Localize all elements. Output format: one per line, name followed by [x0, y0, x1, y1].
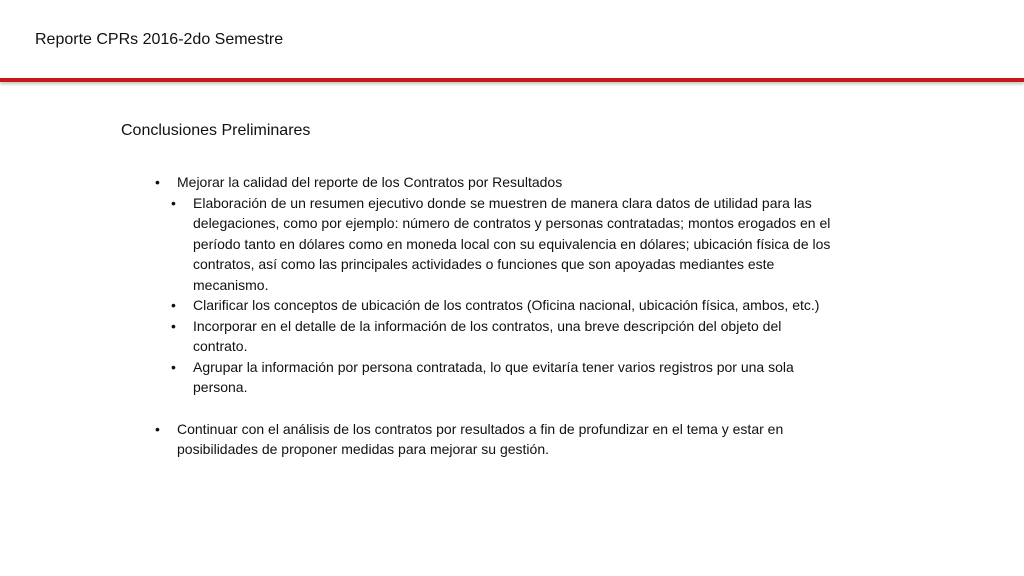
bullet-icon: • [155, 174, 160, 190]
sub-list-item-text: Clarificar los conceptos de ubicación de los contratos (Oficina nacional, ubicación física, ambos, etc.) [193, 297, 820, 313]
bullet-icon: • [155, 420, 160, 437]
list-item [155, 172, 835, 193]
bullet-list [155, 172, 835, 460]
sub-list-item [171, 295, 835, 316]
list-item-text: Continuar con el análisis de los contratos por resultados a fin de profundizar en el tema y estar en posibilidades de proponer medidas para mejorar su gestión. [177, 420, 784, 457]
list-item-text: Mejorar la calidad del reporte de los Contratos por Resultados [177, 174, 563, 190]
sub-list-item [171, 357, 835, 398]
sub-bullet-list [171, 193, 835, 398]
list-item [155, 419, 835, 460]
sub-list-item [171, 193, 835, 296]
bullet-icon: • [171, 194, 176, 211]
slide-header-title: Reporte CPRs 2016-2do Semestre [35, 31, 284, 48]
section-title: Conclusiones Preliminares [121, 122, 311, 139]
spacer [155, 398, 835, 419]
sub-list-item-text: Incorporar en el detalle de la información de los contratos, una breve descripción del objeto del contrato. [193, 317, 782, 354]
bullet-icon: • [171, 317, 176, 334]
bullet-icon: • [171, 297, 176, 313]
sub-list-item-text: Elaboración de un resumen ejecutivo donde se muestren de manera clara datos de utilidad para las delegaciones, como por ejemplo: número de contratos y personas contratadas; montos erogados en el período tanto en dólares como en moneda local con su equivalencia en dólares; ubicación física de los contratos, así como las principales actividades o funciones que son apoyadas mediantes este mecanismo. [193, 194, 831, 293]
sub-list-item [171, 316, 835, 357]
sub-list-item-text: Agrupar la información por persona contratada, lo que evitaría tener varios registros por una sola persona. [193, 358, 794, 395]
header-divider [0, 78, 1024, 82]
bullet-icon: • [171, 358, 176, 375]
